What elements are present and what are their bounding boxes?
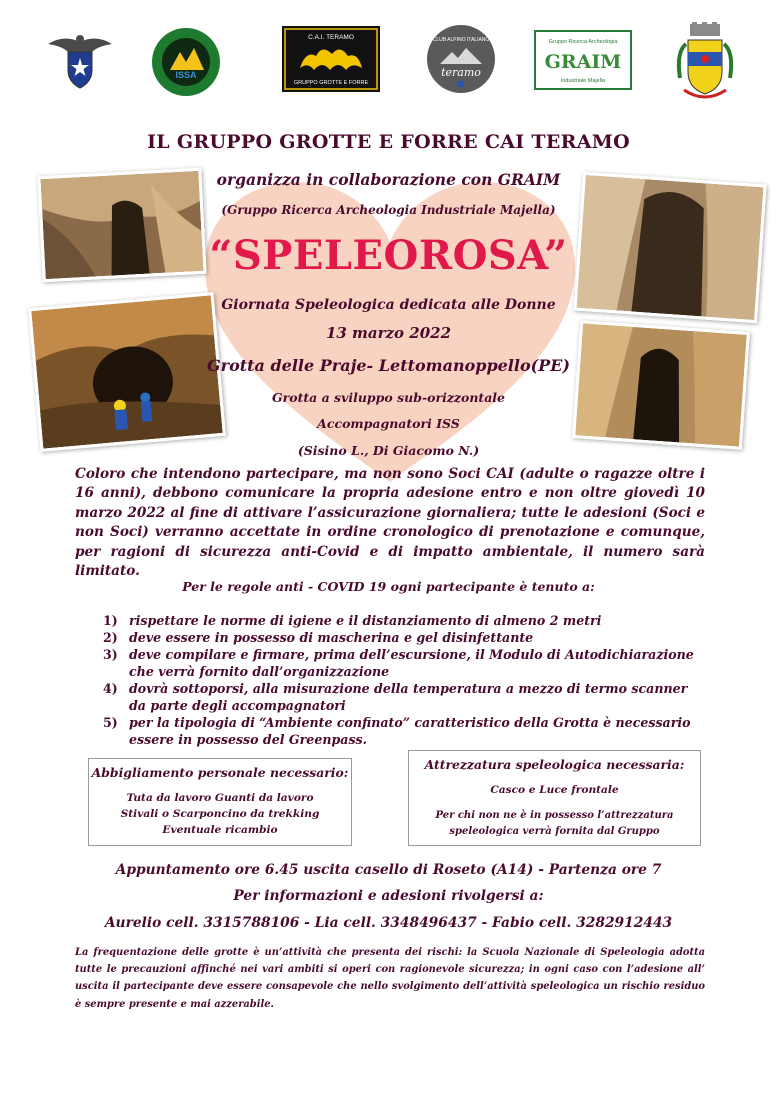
issa-logo-text: ISSA xyxy=(175,70,197,80)
event-subtitle: Giornata Speleologica dedicata alle Donne xyxy=(221,297,556,313)
event-date: 13 marzo 2022 xyxy=(325,324,452,342)
rule-item xyxy=(103,646,703,680)
rules-heading: Per le regole anti - COVID 19 ogni partecipante è tenuto a: xyxy=(182,579,595,594)
appointment-line: Appuntamento ore 6.45 uscita casello di Roseto (A14) - Partenza ore 7 xyxy=(115,862,662,878)
rule-text: deve essere in possesso di mascherina e gel disinfettante xyxy=(129,630,534,645)
rule-number: 2) xyxy=(103,630,118,645)
rule-text: dovrà sottoporsi, alla misurazione della temperatura a mezzo di termo scanner da parte degli accompagnatori xyxy=(129,681,688,713)
cai-teramo-grotte-logo xyxy=(282,26,380,92)
equipment-item: Casco e Luce frontale xyxy=(490,784,619,796)
clothing-line: Eventuale ricambio xyxy=(162,824,278,836)
rule-text: rispettare le norme di igiene e il distanziamento di almeno 2 metri xyxy=(129,613,602,628)
main-title: IL GRUPPO GROTTE E FORRE CAI TERAMO xyxy=(147,131,630,153)
scuola-speleologia-logo xyxy=(150,26,222,98)
clothing-heading: Abbigliamento personale necessario: xyxy=(91,765,349,780)
rule-number: 3) xyxy=(103,647,118,662)
rule-item xyxy=(103,612,703,629)
clothing-line: Tuta da lavoro Guanti da lavoro xyxy=(126,792,314,804)
cai-eagle-logo xyxy=(46,30,114,92)
rules-list xyxy=(103,612,703,748)
guides-names: (Sisino L., Di Giacomo N.) xyxy=(297,443,480,458)
risk-disclaimer: La frequentazione delle grotte è un’attività che presenta dei rischi: la Scuola Nazionale di Speleologia adotta tutte le precauzioni affinché nei vari ambiti si operi con ragionevole sicurezza; in ogni caso con l’adesione all’ uscita il partecipante deve essere consapevole che nello svolgimento dell’attività speleologica un rischio residuo è sempre presente e mai azzerabile. xyxy=(75,947,705,1010)
event-title: “SPELEOROSA” xyxy=(209,232,568,279)
rule-text: per la tipologia di “Ambiente confinato” caratteristico della Grotta è necessario essere in possesso del Greenpass. xyxy=(129,715,691,747)
rule-item xyxy=(103,714,703,748)
equipment-note-line: Per chi non ne è in possesso l’attrezzatura xyxy=(435,810,674,821)
rule-number: 1) xyxy=(103,613,118,628)
graim-center-text: GRAIM xyxy=(544,51,622,73)
club-alpino-center-text: teramo xyxy=(441,66,481,79)
event-location: Grotta delle Praje- Lettomanoppello(PE) xyxy=(207,356,570,375)
info-line: Per informazioni e adesioni rivolgersi a: xyxy=(233,888,544,904)
intro-paragraph: Coloro che intendono partecipare, ma non sono Soci CAI (adulte o ragazze oltre i 16 anni), debbono comunicare la propria adesione entro e non oltre giovedì 10 marzo 2022 al fine di attivare l’assicurazione giornaliera; tutte le adesioni (Soci e non Soci) verranno accettate in ordine cronologico di prenotazione e comunque, per ragioni di sicurezza anti-Covid e di impatto ambientale, il numero sarà limitato. xyxy=(75,466,705,580)
club-alpino-top-text: CLUB ALPINO ITALIANO xyxy=(432,37,490,43)
rule-item xyxy=(103,629,703,646)
graim-logo xyxy=(534,30,632,90)
club-alpino-teramo-logo xyxy=(426,24,496,94)
cave-type: Grotta a sviluppo sub-orizzontale xyxy=(271,390,506,405)
municipal-crest-logo xyxy=(674,22,736,106)
rule-number: 5) xyxy=(103,715,118,730)
equipment-box xyxy=(408,750,701,846)
graim-top-text: Gruppo Ricerca Archeologia xyxy=(548,39,618,45)
logos-row xyxy=(0,22,777,112)
graim-full-name: (Gruppo Ricerca Archeologia Industriale Majella) xyxy=(221,203,556,217)
rule-text: deve compilare e firmare, prima dell’escursione, il Modulo di Autodichiarazione che verrà fornito dall’organizzazione xyxy=(129,647,694,679)
organizer-line: organizza in collaborazione con GRAIM xyxy=(216,170,561,189)
clothing-box xyxy=(88,758,352,846)
equipment-note-line: speleologica verrà fornita dal Gruppo xyxy=(449,826,660,837)
cai-teramo-top-text: C.A.I. TERAMO xyxy=(308,34,354,41)
graim-bottom-text: Industriale Majella xyxy=(560,78,606,84)
rule-item xyxy=(103,680,703,714)
rule-number: 4) xyxy=(103,681,118,696)
guides-label: Accompagnatori ISS xyxy=(317,416,460,431)
equipment-heading: Attrezzatura speleologica necessaria: xyxy=(424,757,685,772)
clothing-line: Stivali o Scarponcino da trekking xyxy=(120,808,320,820)
cai-teramo-bottom-text: GRUPPO GROTTE E FORRE xyxy=(293,80,369,86)
contacts-line: Aurelio cell. 3315788106 - Lia cell. 3348496437 - Fabio cell. 3282912443 xyxy=(104,915,673,931)
